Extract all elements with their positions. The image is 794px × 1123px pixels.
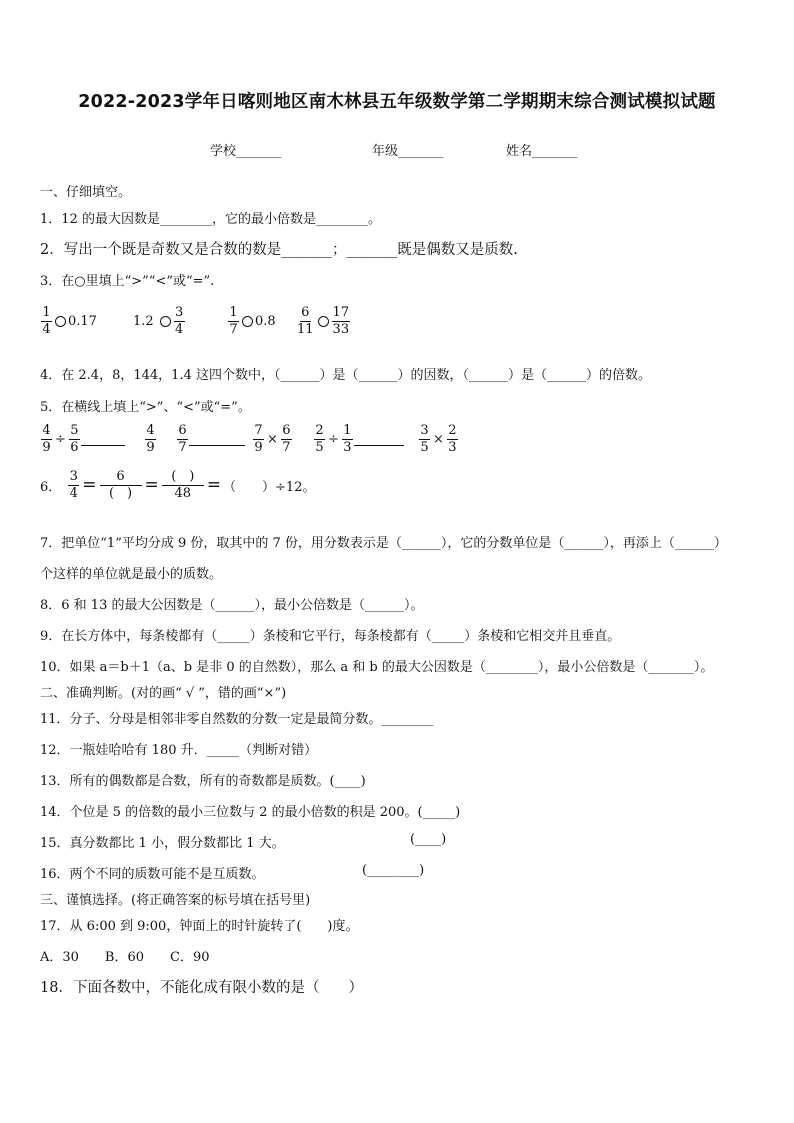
compare-circle[interactable] <box>242 316 253 327</box>
question-7-line-2: 个这样的单位就是最小的质数。 <box>40 567 223 582</box>
q5-item-e: $\frac{2}{5}$ ÷ $\frac{1}{3}$ <box>313 424 404 454</box>
question-14: 14．个位是 5 的倍数的最小三位数与 2 的最小倍数的积是 200。(_____) <box>40 805 461 820</box>
compare-circle[interactable] <box>55 316 66 327</box>
question-7-line-1: 7．把单位“1”平均分成 9 份，取其中的 7 份，用分数表示是（______），它的分数单位是（______），再添上（______） <box>40 536 727 551</box>
q5-item-a: $\frac{4}{9}$ ÷ $\frac{5}{6}$ <box>40 424 125 454</box>
question-13: 13．所有的偶数都是合数，所有的奇数都是质数。(____) <box>40 774 366 789</box>
question-15: 15．真分数都比 1 小，假分数都比 1 大。 <box>40 836 285 851</box>
section-heading-3: 三、谨慎选择。(将正确答案的标号填在括号里) <box>40 893 311 908</box>
section-heading-1: 一、仔细填空。 <box>40 185 132 200</box>
question-15-answer[interactable]: (____) <box>410 832 447 847</box>
q3-item-b: 1.2 $\frac{3}{4}$ <box>133 305 184 337</box>
compare-circle[interactable] <box>318 316 329 327</box>
question-10: 10．如果 a＝b＋1（a、b 是非 0 的自然数），那么 a 和 b 的最大公因数是（________），最小公倍数是（_______）。 <box>40 660 714 675</box>
section-heading-2: 二、准确判断。(对的画“ √ ”，错的画“×”) <box>40 686 287 701</box>
question-17: 17．从 6:00 到 9:00，钟面上的时针旋转了( )度。 <box>40 919 359 934</box>
answer-blank[interactable] <box>189 433 245 446</box>
q5-item-c: $\frac{6}{7}$ <box>176 424 245 454</box>
question-16: 16．两个不同的质数可能不是互质数。 <box>40 867 265 882</box>
question-11: 11．分子、分母是相邻非零自然数的分数一定是最简分数。________ <box>40 712 434 727</box>
question-12: 12．一瓶娃哈哈有 180 升．_____（判断对错） <box>40 743 318 758</box>
grade-field: 年级_______ <box>372 144 444 159</box>
question-4: 4．在 2.4，8，144，1.4 这四个数中，（______）是（______）的因数，（______）是（______）的倍数。 <box>40 368 651 383</box>
question-17-options: A．30 B．60 C．90 <box>40 950 210 965</box>
question-9: 9．在长方体中，每条棱都有（_____）条棱和它平行，每条棱都有（_____）条棱和它相交并且垂直。 <box>40 629 621 644</box>
q5-item-d: $\frac{7}{9}$ × $\frac{6}{7}$ <box>254 423 291 455</box>
name-field: 姓名_______ <box>506 144 578 159</box>
answer-blank[interactable] <box>81 433 125 446</box>
school-field: 学校_______ <box>210 144 282 159</box>
compare-circle[interactable] <box>160 316 171 327</box>
page-title: 2022-2023学年日喀则地区南木林县五年级数学第二学期期末综合测试模拟试题 <box>78 92 716 112</box>
question-3: 3．在○里填上“>”“<”或“=”. <box>40 274 215 289</box>
question-1: 1．12 的最大因数是________，它的最小倍数是________。 <box>40 212 381 227</box>
question-16-answer[interactable]: (________) <box>362 863 425 878</box>
q5-item-b: $\frac{4}{9}$ <box>146 423 155 455</box>
q3-item-a: $\frac{1}{4}$ 0.17 <box>42 305 97 337</box>
question-5: 5．在横线上填上“>”、“<”或“=”。 <box>40 400 251 415</box>
q3-item-c: $\frac{1}{7}$ 0.8 <box>229 305 276 337</box>
question-6: 6． $\frac{3}{4}$ = $\frac{6}{( )}$ = $\frac{( )}{48}$ = （ ）÷12。 <box>40 469 316 501</box>
question-18: 18．下面各数中，不能化成有限小数的是（ ） <box>40 980 363 996</box>
question-8: 8．6 和 13 的最大公因数是（______），最小公倍数是（______）。 <box>40 598 424 613</box>
answer-blank[interactable] <box>354 433 404 446</box>
question-2: 2．写出一个既是奇数又是合数的数是_______；_______既是偶数又是质数. <box>40 242 518 258</box>
q5-item-f: $\frac{3}{5}$ × $\frac{2}{3}$ <box>420 423 457 455</box>
q3-item-d: $\frac{6}{11}$ $\frac{17}{33}$ <box>297 305 350 337</box>
